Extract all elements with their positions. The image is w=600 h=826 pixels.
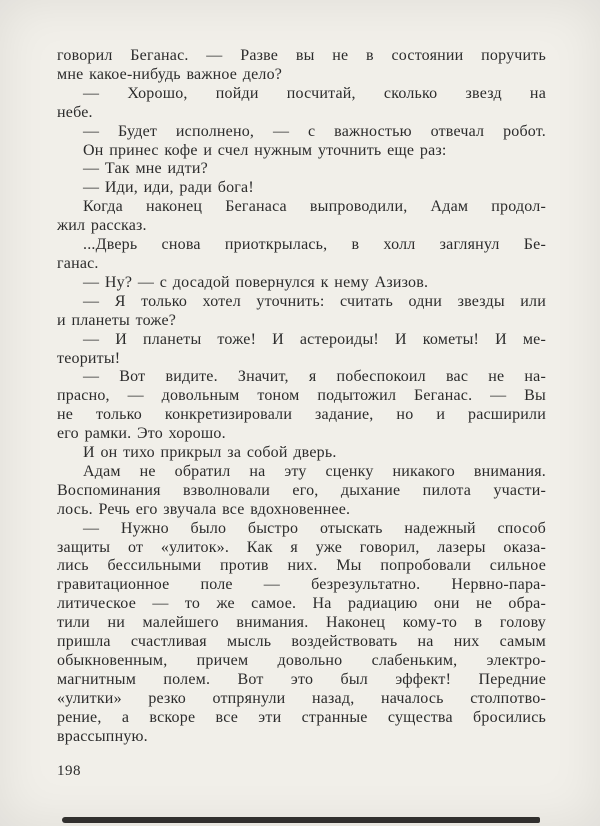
text-line: — Будет исполнено, — с важностью отвечал робот. bbox=[83, 122, 546, 140]
text-line: — Вот видите. Значит, я побеспокоил вас не на- bbox=[83, 368, 546, 386]
text-line: — Хорошо, пойди посчитай, сколько звезд на bbox=[83, 84, 546, 102]
text-line: рение, а вскоре все эти странные существа бросились bbox=[57, 708, 546, 726]
text-line: Адам не обратил на эту сценку никакого внимания. bbox=[83, 462, 546, 480]
text-line: — Нужно было быстро отыскать надежный способ bbox=[83, 519, 546, 537]
text-line: пришла счастливая мысль воздействовать на них самым bbox=[57, 633, 546, 651]
text-line: гравитационное поле — безрезультатно. Нервно-пара- bbox=[57, 576, 546, 594]
text-line: обыкновенным, причем довольно слабеньким, электро- bbox=[57, 652, 546, 669]
text-line: Воспоминания взволновали его, дыхание пилота участи- bbox=[57, 481, 546, 499]
text-line: ...Дверь снова приоткрылась, в холл заглянул Бе- bbox=[83, 236, 546, 254]
scan-edge-artifact bbox=[62, 817, 540, 823]
text-line: его рамки. Это хорошо. bbox=[57, 425, 226, 443]
text-line: магнитным полем. Вот это был эффект! Передние bbox=[57, 670, 546, 688]
page-number: 198 bbox=[57, 763, 81, 779]
text-line: теориты! bbox=[57, 349, 121, 367]
text-line: говорил Беганас. — Разве вы не в состоянии поручить bbox=[57, 47, 546, 64]
text-line: — И планеты тоже! И астероиды! И кометы! И ме- bbox=[83, 330, 546, 348]
text-line: лись бессильными против них. Мы попробовали сильное bbox=[57, 557, 546, 575]
text-line: — Я только хотел уточнить: считать одни звезды или bbox=[83, 292, 546, 310]
text-line: не только конкретизировали задание, но и расширили bbox=[57, 406, 546, 424]
text-block bbox=[57, 47, 546, 747]
text-line: и планеты тоже? bbox=[57, 311, 177, 329]
text-line: защиты от «улиток». Как я уже говорил, лазеры оказа- bbox=[57, 538, 546, 556]
text-line: И он тихо прикрыл за собой дверь. bbox=[83, 444, 337, 462]
text-line: «улитки» резко отпрянули назад, началось столпотво- bbox=[57, 689, 546, 707]
text-line: мне какое-нибудь важное дело? bbox=[57, 65, 283, 83]
text-line: — Так мне идти? bbox=[83, 160, 208, 178]
text-line: — Иди, иди, ради бога! bbox=[83, 179, 254, 197]
text-line: небе. bbox=[57, 103, 93, 121]
text-line: — Ну? — с досадой повернулся к нему Азизов. bbox=[83, 273, 429, 291]
text-line: прасно, — довольным тоном подытожил Беганас. — Вы bbox=[57, 387, 546, 405]
text-line: литическое — то же самое. На радиацию они не обра- bbox=[57, 595, 546, 613]
text-line: Он принес кофе и счел нужным уточнить еще раз: bbox=[83, 141, 447, 159]
text-line: Когда наконец Беганаса выпроводили, Адам продол- bbox=[83, 198, 546, 216]
text-line: ганас. bbox=[57, 254, 99, 272]
text-line: врассыпную. bbox=[57, 727, 148, 745]
text-line: лось. Речь его звучала все вдохновеннее. bbox=[57, 500, 351, 518]
text-line: тили ни малейшего внимания. Наконец кому-то в голову bbox=[57, 614, 546, 632]
text-line: жил рассказ. bbox=[57, 217, 147, 235]
